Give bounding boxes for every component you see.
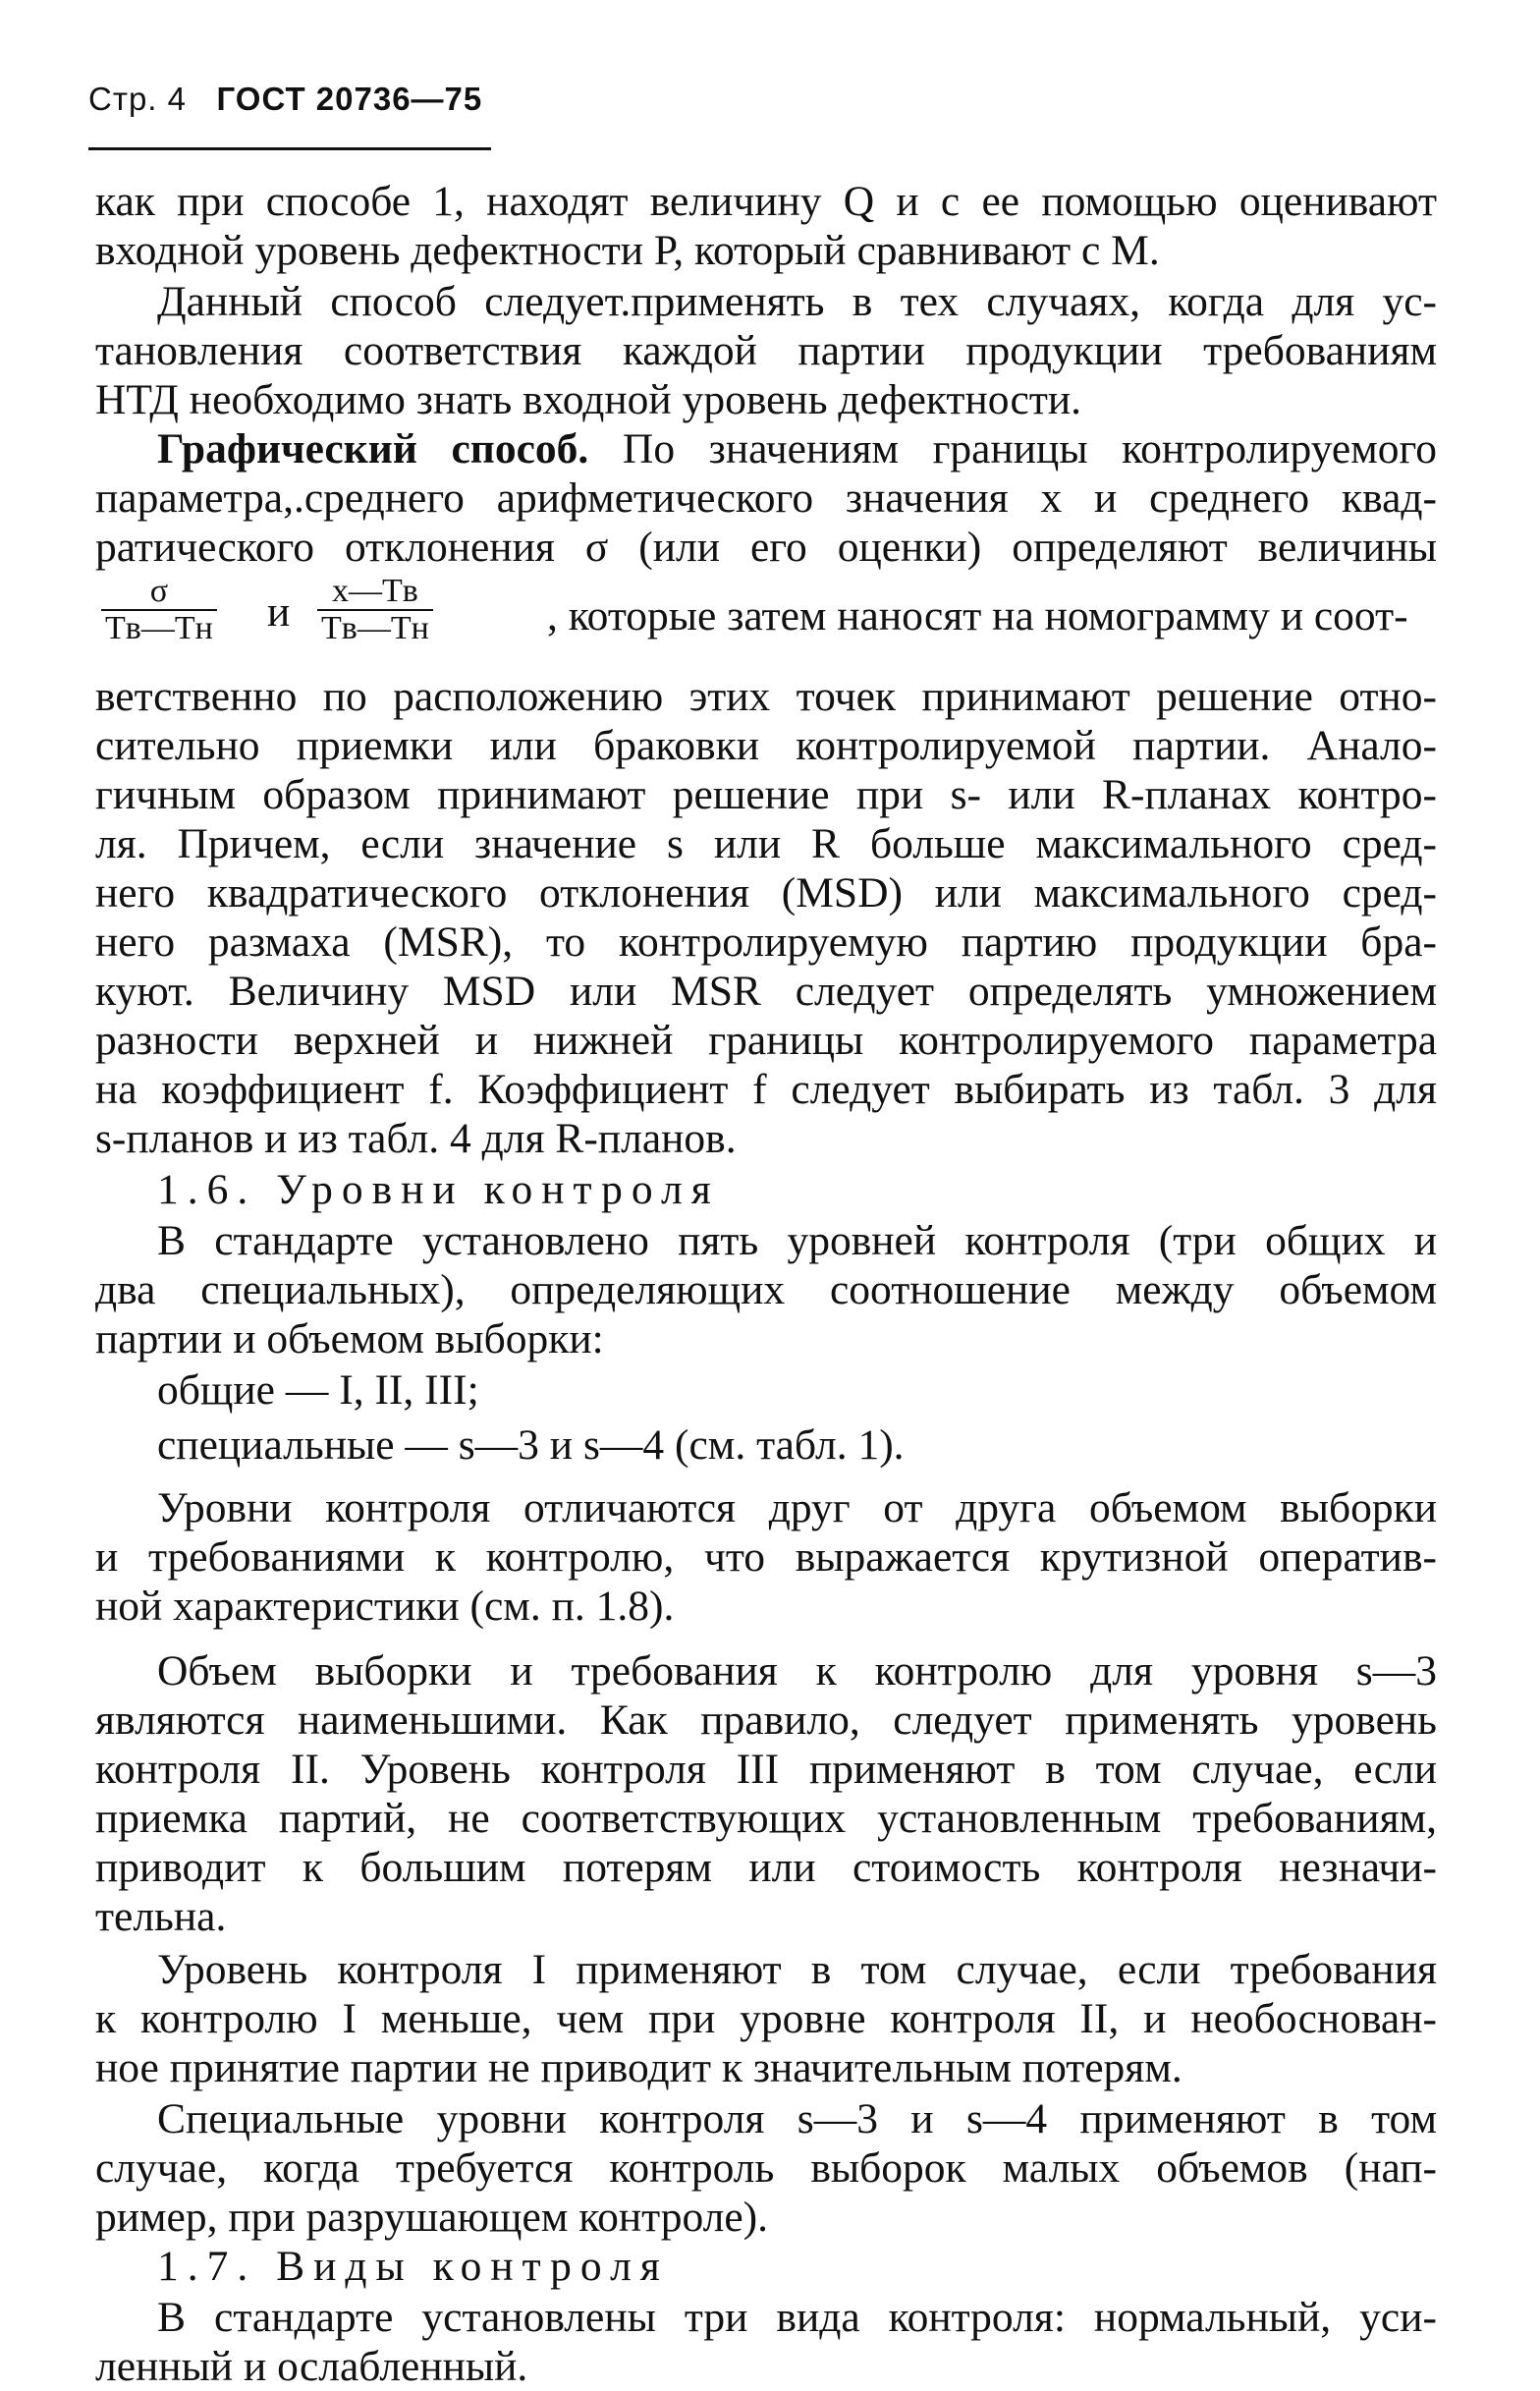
text-line: В стандарте установлено пять уровней контроля (три общих и (157, 1217, 1437, 1264)
fraction-numerator: x—Tв (331, 573, 418, 609)
text-line: тельна. (95, 1893, 227, 1940)
text-line: Уровень контроля I применяют в том случае, если требования (157, 1946, 1437, 1993)
text-fragment: По значениям границы контролируемого (622, 425, 1438, 473)
fraction-denominator: Tв—Tн (101, 609, 217, 646)
text-line: случае, когда требуется контроль выборок малых объемов (нап- (95, 2144, 1437, 2192)
text-line: как при способе 1, находят величину Q и с ее помощью оценивают (95, 178, 1437, 225)
text-line: являются наименьшими. Как правило, следует применять уровень (95, 1696, 1437, 1744)
text-line: к контролю I меньше, чем при уровне контроля II, и необоснован- (95, 1995, 1437, 2042)
text-line: НТД необходимо знать входной уровень дефектности. (95, 376, 1082, 423)
fraction-sigma (101, 574, 217, 646)
text-line: тановления соответствия каждой партии продукции требованиям (95, 327, 1437, 374)
text-line: Данный способ следует.применять в тех случаях, когда для ус- (157, 278, 1437, 325)
text-line: ное принятие партии не приводит к значительным потерям. (95, 2044, 1182, 2091)
standard-code: ГОСТ 20736—75 (216, 81, 483, 117)
section-term: Графический способ. (157, 425, 589, 473)
text-line: него квадратического отклонения (MSD) или максимального сред- (95, 869, 1437, 917)
text-line: ной характеристики (см. п. 1.8). (95, 1583, 675, 1630)
text-line: ля. Причем, если значение s или R больше максимального сред- (95, 820, 1437, 867)
text-line: два специальных), определяющих соотношение между объемом (95, 1266, 1437, 1313)
header-rule (88, 147, 491, 150)
text-line: разности верхней и нижней границы контролируемого параметра (95, 1017, 1437, 1064)
text-line: и требованиями к контролю, что выражается крутизной оператив- (95, 1533, 1437, 1581)
text-line: параметра,.среднего арифметического значения x и среднего квад- (95, 474, 1437, 522)
text-line: на коэффициент f. Коэффициент f следует выбирать из табл. 3 для (95, 1066, 1437, 1113)
text-line: партии и объемом выборки: (95, 1315, 604, 1362)
text-line: входной уровень дефектности P, который сравнивают с M. (95, 227, 1160, 274)
text-line: контроля II. Уровень контроля III применяют в том случае, если (95, 1746, 1437, 1793)
section-heading-1-6: 1.6. Уровни контроля (157, 1166, 720, 1213)
page-header (88, 81, 482, 118)
fraction-mean (317, 574, 433, 646)
text-line: приводит к большим потерям или стоимость контроля незначи- (95, 1844, 1437, 1891)
text-line: В стандарте установлены три вида контроля: нормальный, уси- (157, 2294, 1437, 2341)
text-line: Объем выборки и требования к контролю для уровня s—3 (157, 1647, 1437, 1695)
text-fragment: , которые затем наносят на номограмму и соот- (547, 592, 1408, 639)
section-heading-1-7: 1.7. Виды контроля (157, 2243, 669, 2290)
text-line: сительно приемки или браковки контролируемой партии. Аналo- (95, 722, 1437, 769)
list-item: общие — I, II, III; (157, 1366, 479, 1414)
text-line: ример, при разрушающем контроле). (95, 2194, 769, 2241)
text-line: гичным образом принимают решение при s- или R-планах контро- (95, 771, 1437, 818)
text-line: s-планов и из табл. 4 для R-планов. (95, 1115, 737, 1162)
text-line: Специальные уровни контроля s—3 и s—4 применяют в том (157, 2095, 1437, 2142)
conjunction: и (267, 588, 291, 636)
text-line: Уровни контроля отличаются друг от друга объемом выборки (157, 1484, 1437, 1531)
text-line: ленный и ослабленный. (95, 2343, 528, 2390)
text-line: ратического отклонения σ (или его оценки) определяют величины (95, 524, 1437, 571)
text-line: куют. Величину MSD или MSR следует определять умножением (95, 968, 1437, 1015)
page-number: Стр. 4 (88, 81, 187, 117)
fraction-denominator: Tв—Tн (317, 609, 433, 646)
text-line (157, 424, 1437, 473)
text-line: приемка партий, не соответствующих установленным требованиям, (95, 1795, 1437, 1842)
list-item: специальные — s—3 и s—4 (см. табл. 1). (157, 1421, 905, 1469)
fraction-numerator: σ (149, 573, 169, 609)
text-line: ветственно по расположению этих точек принимают решение отно- (95, 673, 1437, 720)
formula-line (95, 574, 1437, 652)
text-line: него размаха (MSR), то контролируемую партию продукции бра- (95, 918, 1437, 966)
